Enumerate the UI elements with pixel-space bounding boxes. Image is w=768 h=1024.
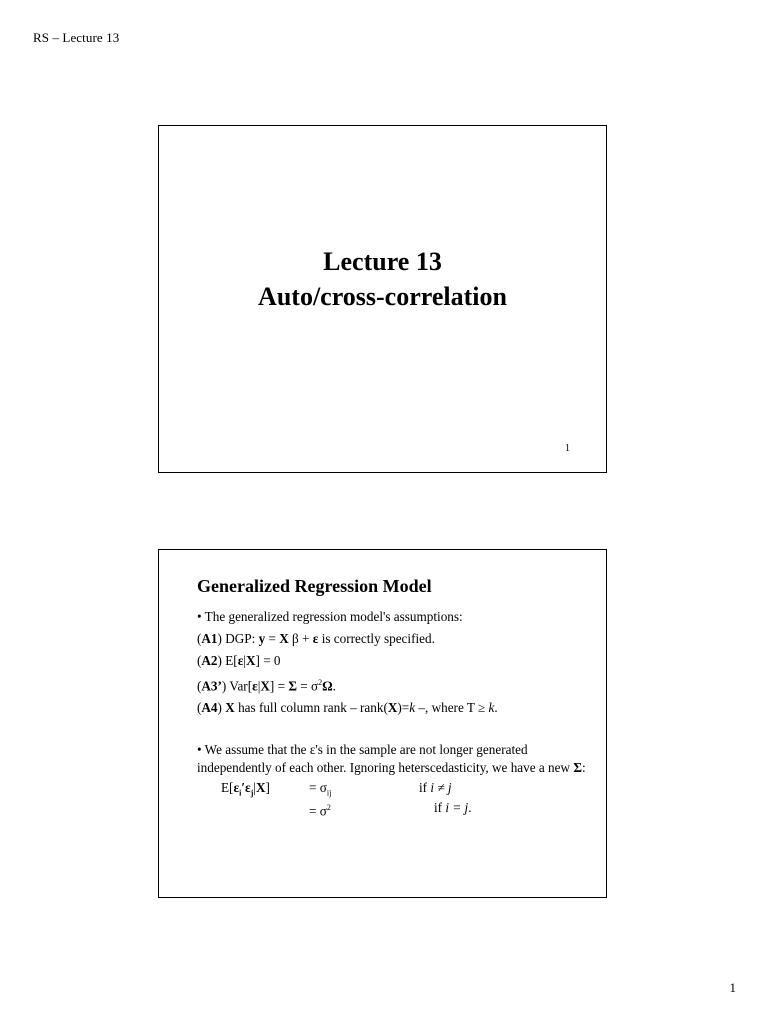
assumption-a3: (A3’) $Var[\varepsilon|X] = \Sigma = \sigma^2\Omega$. bbox=[197, 678, 336, 694]
slide-1-number: 1 bbox=[565, 443, 570, 454]
slide-2-body bbox=[197, 606, 597, 817]
assumption-a1: (A1) DGP: y = X β + ε is correctly specified. bbox=[197, 631, 435, 646]
running-header: RS – Lecture 13 bbox=[33, 30, 120, 45]
equation-condition-2: if i = j. bbox=[434, 800, 472, 816]
equation-lhs: $E[\varepsilon_i'\varepsilon_j|X]$ bbox=[221, 780, 270, 799]
assumptions-intro: • The generalized regression model's assumptions: bbox=[197, 609, 463, 624]
equation-rhs-2: = $\sigma^2$ bbox=[309, 803, 331, 819]
slide-1 bbox=[158, 125, 607, 473]
slide-1-title bbox=[159, 244, 606, 314]
assumption-a2: (A2) E[ε|X] = 0 bbox=[197, 653, 281, 668]
slide-2 bbox=[158, 549, 607, 898]
slide-1-title-line-2: Auto/cross-correlation bbox=[258, 282, 507, 311]
equation-row-1 bbox=[197, 777, 597, 797]
equation-condition-1: if i ≠ j bbox=[419, 780, 452, 796]
page-number: 1 bbox=[729, 980, 736, 995]
slide-2-title: Generalized Regression Model bbox=[197, 576, 432, 596]
paragraph-new-sigma: • We assume that the ε's in the sample are not longer generated independently of each other. Ignoring heterscedasticity, we have a new Σ: bbox=[197, 742, 586, 776]
equation-row-2 bbox=[197, 797, 597, 817]
equation-rhs-1: = $\sigma_{ij}$ bbox=[309, 780, 332, 799]
assumption-a4: (A4) X has full column rank – rank(X)=k –, where T ≥ k. bbox=[197, 700, 498, 716]
slide-1-title-line-1: Lecture 13 bbox=[323, 247, 442, 276]
